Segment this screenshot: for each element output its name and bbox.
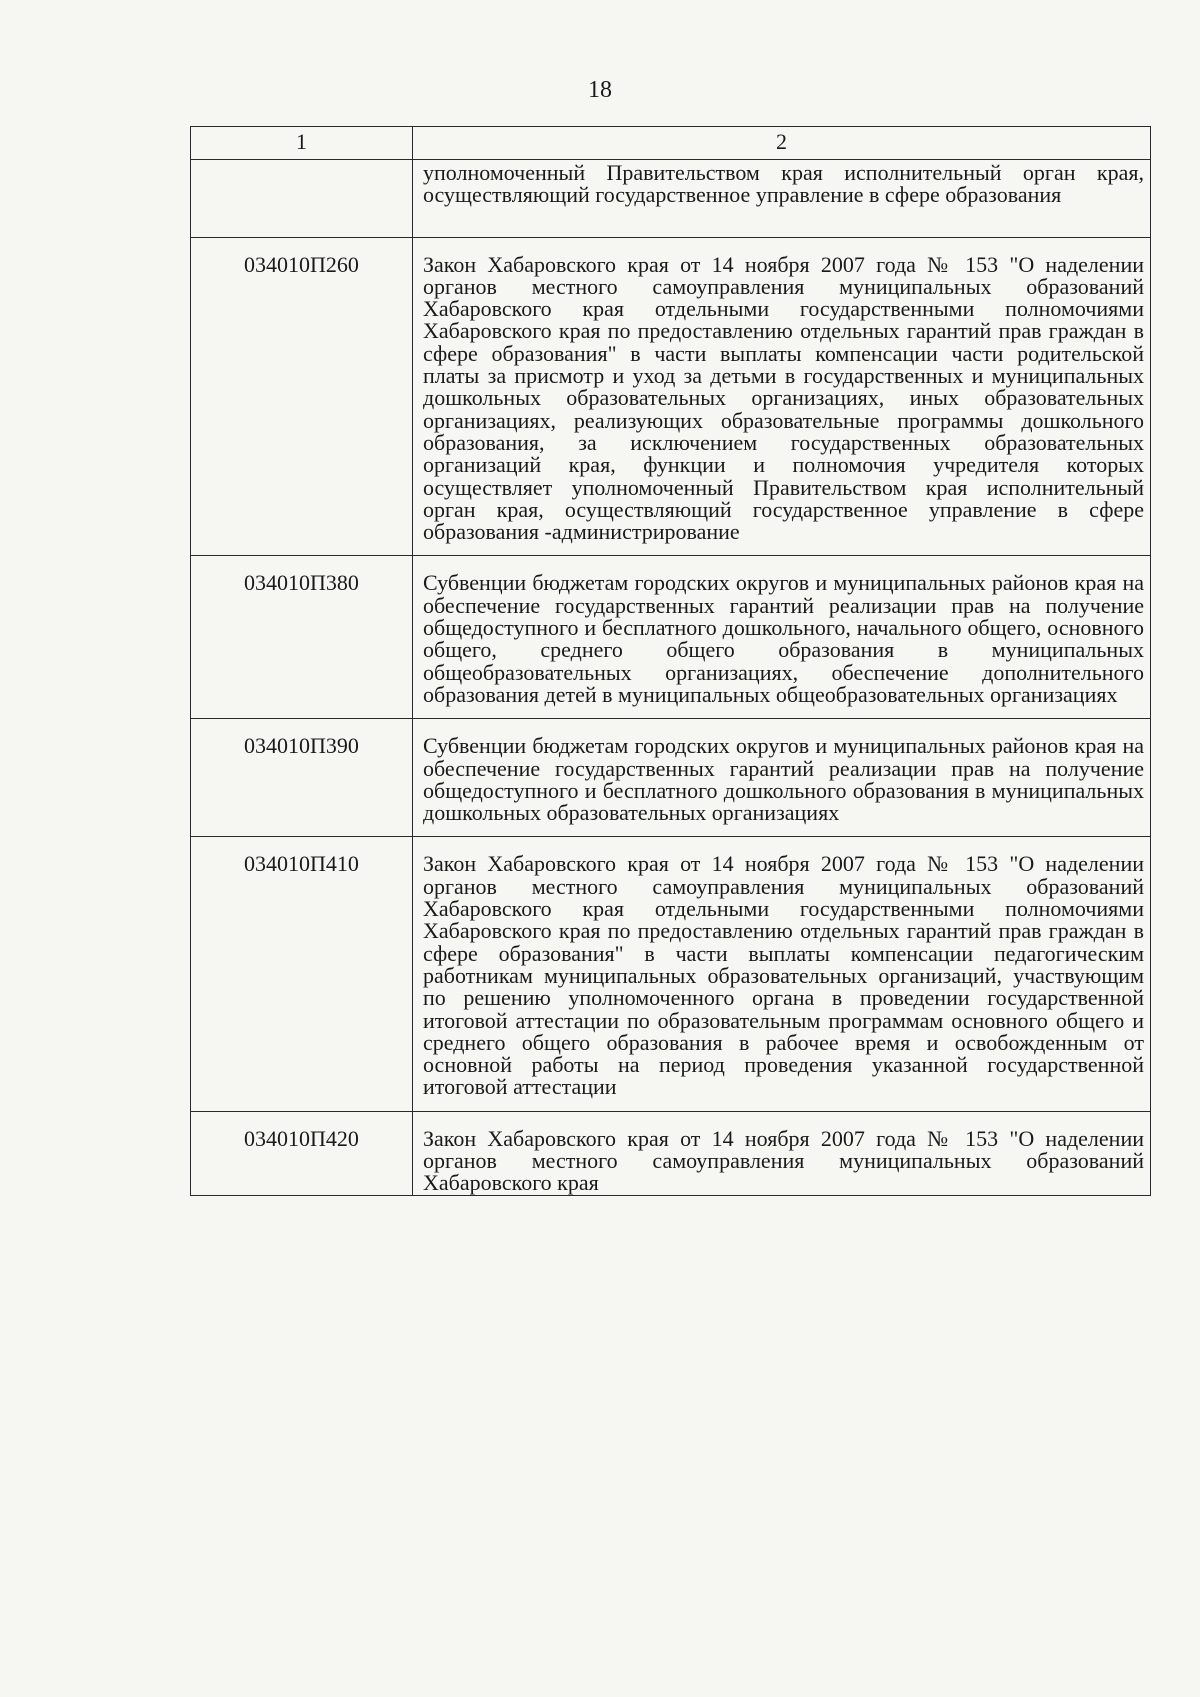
code-cell: 034010П380 xyxy=(191,556,413,719)
table-row xyxy=(191,237,1151,556)
code-cell: 034010П390 xyxy=(191,719,413,837)
table-row xyxy=(191,719,1151,837)
description-cell: Закон Хабаровского края от 14 ноября 2007 года № 153 "О наделении органов местного самоуправления муниципальных образований Хабаровского края xyxy=(413,1111,1151,1195)
code-cell: 034010П260 xyxy=(191,237,413,556)
description-cell: уполномоченный Правительством края исполнительный орган края, осуществляющий государственное управление в сфере образования xyxy=(413,160,1151,238)
code-cell: 034010П420 xyxy=(191,1111,413,1195)
page-number: 18 xyxy=(588,77,612,103)
description-cell: Субвенции бюджетам городских округов и муниципальных районов края на обеспечение государственных гарантий реализации прав на получение общедоступного и бесплатного дошкольного образования в муниципальных дошкольных образовательных организациях xyxy=(413,719,1151,837)
budget-codes-table xyxy=(190,126,1151,1196)
code-cell xyxy=(191,160,413,238)
description-cell: Субвенции бюджетам городских округов и муниципальных районов края на обеспечение государственных гарантий реализации прав на получение общедоступного и бесплатного дошкольного, начального общего, основного общего, среднего общего образования в муниципальных общеобразовательных организациях, обеспечение дополнительного образования детей в муниципальных общеобразовательных организациях xyxy=(413,556,1151,719)
table-row xyxy=(191,556,1151,719)
code-cell: 034010П410 xyxy=(191,837,413,1111)
table-row xyxy=(191,1111,1151,1195)
column-header-1: 1 xyxy=(191,127,413,160)
table-row xyxy=(191,837,1151,1111)
column-header-2: 2 xyxy=(413,127,1151,160)
description-cell: Закон Хабаровского края от 14 ноября 2007 года № 153 "О наделении органов местного самоуправления муниципальных образований Хабаровского края отдельными государственными полномочиями Хабаровского края по предоставлению отдельных гарантий прав граждан в сфере образования" в части выплаты компенсации части родительской платы за присмотр и уход за детьми в государственных и муниципальных дошкольных образовательных организациях, иных образовательных организациях, реализующих образовательные программы дошкольного образования, за исключением государственных образовательных организаций края, функции и полномочия учредителя которых осуществляет уполномоченный Правительством края исполнительный орган края, осуществляющий государственное управление в сфере образования -администрирование xyxy=(413,237,1151,556)
table-row xyxy=(191,160,1151,238)
description-cell: Закон Хабаровского края от 14 ноября 2007 года № 153 "О наделении органов местного самоуправления муниципальных образований Хабаровского края отдельными государственными полномочиями Хабаровского края по предоставлению отдельных гарантий прав граждан в сфере образования" в части выплаты компенсации педагогическим работникам муниципальных образовательных организаций, участвующим по решению уполномоченного органа в проведении государственной итоговой аттестации по образовательным программам основного общего и среднего общего образования в рабочее время и освобожденным от основной работы на период проведения указанной государственной итоговой аттестации xyxy=(413,837,1151,1111)
table-header-row xyxy=(191,127,1151,160)
